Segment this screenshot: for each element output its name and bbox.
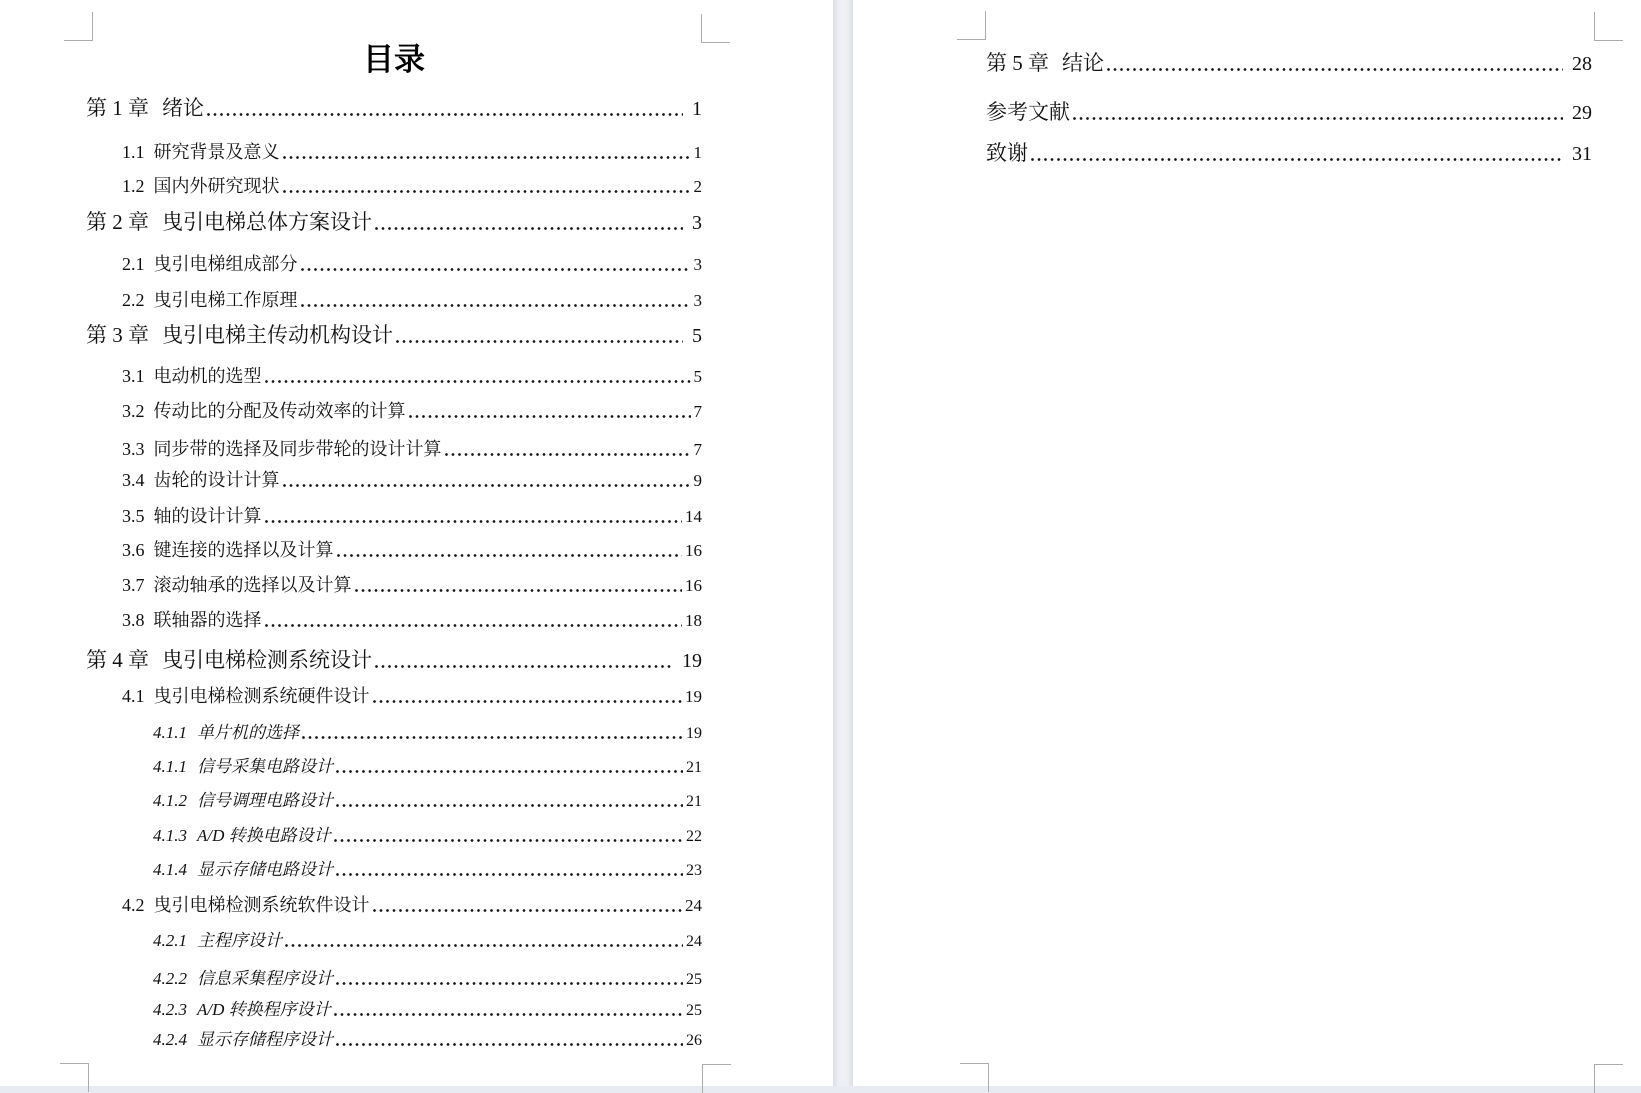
toc-entry-3-6[interactable] bbox=[122, 537, 702, 563]
toc-entry-2-2[interactable] bbox=[122, 287, 702, 313]
entry-number: 4.2.1 bbox=[153, 931, 187, 950]
entry-number: 第 4 章 bbox=[86, 648, 149, 672]
entry-page-number: 2 bbox=[693, 177, 702, 196]
toc-entry-4-1-3[interactable] bbox=[153, 823, 702, 848]
entry-page-number: 19 bbox=[685, 687, 702, 706]
toc-entry-3-2[interactable] bbox=[122, 398, 702, 424]
toc-entry-4-2[interactable] bbox=[122, 892, 702, 918]
toc-entry-references[interactable] bbox=[986, 97, 1592, 127]
crop-mark-bottom-left-icon bbox=[60, 1063, 89, 1092]
entry-title: 国内外研究现状 bbox=[153, 176, 280, 196]
dot-leader bbox=[374, 207, 684, 237]
entry-page-number: 1 bbox=[692, 98, 702, 120]
toc-entry-4-1[interactable] bbox=[122, 683, 702, 709]
entry-number: 3.1 bbox=[122, 366, 145, 386]
entry-page-number: 16 bbox=[685, 576, 702, 595]
entry-number: 第 5 章 bbox=[986, 51, 1049, 75]
entry-number: 3.6 bbox=[122, 540, 145, 560]
entry-page-number: 14 bbox=[685, 507, 702, 526]
toc-entry-chapter-1[interactable] bbox=[86, 93, 702, 123]
entry-title: 同步带的选择及同步带轮的设计计算 bbox=[153, 439, 442, 459]
dot-leader bbox=[335, 754, 684, 779]
crop-mark-bottom-left-icon bbox=[960, 1063, 989, 1092]
crop-mark-top-left-icon bbox=[957, 11, 986, 40]
dot-leader bbox=[282, 173, 692, 199]
entry-page-number: 9 bbox=[693, 471, 702, 490]
entry-title: 滚动轴承的选择以及计算 bbox=[153, 575, 352, 595]
entry-page-number: 1 bbox=[693, 143, 702, 162]
dot-leader bbox=[372, 683, 684, 709]
entry-title: 电动机的选型 bbox=[153, 366, 262, 386]
entry-title: 齿轮的设计计算 bbox=[153, 470, 280, 490]
entry-number: 4.1.2 bbox=[153, 791, 187, 810]
entry-number: 4.2.2 bbox=[153, 969, 187, 988]
entry-number: 2.2 bbox=[122, 290, 145, 310]
entry-page-number: 22 bbox=[686, 828, 702, 845]
entry-title: 主程序设计 bbox=[197, 931, 282, 950]
entry-title: A/D 转换程序设计 bbox=[197, 1000, 331, 1019]
entry-page-number: 16 bbox=[685, 541, 702, 560]
entry-page-number: 24 bbox=[686, 933, 702, 950]
page-right bbox=[853, 0, 1641, 1086]
toc-entry-1-2[interactable] bbox=[122, 173, 702, 199]
entry-title: 曳引电梯总体方案设计 bbox=[162, 210, 372, 234]
dot-leader bbox=[300, 287, 692, 313]
entry-page-number: 19 bbox=[682, 650, 702, 672]
toc-entry-chapter-2[interactable] bbox=[86, 207, 702, 237]
entry-title: 曳引电梯检测系统软件设计 bbox=[153, 895, 370, 915]
entry-page-number: 3 bbox=[693, 255, 702, 274]
dot-leader bbox=[284, 928, 684, 953]
entry-title: 曳引电梯检测系统硬件设计 bbox=[153, 686, 370, 706]
entry-title: 曳引电梯组成部分 bbox=[153, 254, 298, 274]
toc-entry-4-1-2[interactable] bbox=[153, 788, 702, 813]
entry-title: 轴的设计计算 bbox=[153, 506, 262, 526]
entry-title: 致谢 bbox=[986, 141, 1028, 165]
dot-leader bbox=[282, 467, 692, 493]
entry-page-number: 21 bbox=[686, 793, 702, 810]
dot-leader bbox=[264, 607, 684, 633]
dot-leader bbox=[1030, 138, 1564, 168]
dot-leader bbox=[335, 1027, 684, 1052]
entry-title: 信息采集程序设计 bbox=[197, 969, 333, 988]
entry-title: 信号调理电路设计 bbox=[197, 791, 333, 810]
entry-page-number: 7 bbox=[693, 440, 702, 459]
entry-number: 4.2.3 bbox=[153, 1000, 187, 1019]
crop-mark-bottom-right-icon bbox=[702, 1064, 731, 1093]
entry-number: 3.8 bbox=[122, 610, 145, 630]
entry-page-number: 29 bbox=[1572, 102, 1592, 124]
toc-entry-3-3[interactable] bbox=[122, 436, 702, 462]
entry-title: 曳引电梯工作原理 bbox=[153, 290, 298, 310]
entry-number: 4.1.1 bbox=[153, 757, 187, 776]
dot-leader bbox=[282, 139, 692, 165]
entry-number: 3.5 bbox=[122, 506, 145, 526]
toc-entry-chapter-3[interactable] bbox=[86, 320, 702, 350]
entry-number: 1.1 bbox=[122, 142, 145, 162]
toc-entry-3-8[interactable] bbox=[122, 607, 702, 633]
toc-entry-3-1[interactable] bbox=[122, 363, 702, 389]
entry-number: 第 1 章 bbox=[86, 96, 149, 120]
page-gap bbox=[833, 0, 853, 1086]
entry-number: 3.2 bbox=[122, 401, 145, 421]
entry-page-number: 3 bbox=[692, 212, 702, 234]
entry-page-number: 5 bbox=[692, 325, 702, 347]
entry-title: 研究背景及意义 bbox=[153, 142, 280, 162]
dot-leader bbox=[300, 251, 692, 277]
entry-title: 显示存储程序设计 bbox=[197, 1030, 333, 1049]
dot-leader bbox=[333, 823, 684, 848]
toc-entry-4-1-1b[interactable] bbox=[153, 754, 702, 779]
dot-leader bbox=[395, 320, 684, 350]
entry-number: 4.2.4 bbox=[153, 1030, 187, 1049]
toc-entry-4-2-2[interactable] bbox=[153, 966, 702, 991]
entry-page-number: 25 bbox=[686, 971, 702, 988]
crop-mark-top-right-icon bbox=[701, 14, 730, 43]
entry-number: 1.2 bbox=[122, 176, 145, 196]
entry-number: 3.4 bbox=[122, 470, 145, 490]
toc-entry-4-1-4[interactable] bbox=[153, 857, 702, 882]
entry-title: 曳引电梯主传动机构设计 bbox=[162, 323, 393, 347]
toc-entry-3-5[interactable] bbox=[122, 503, 702, 529]
dot-leader bbox=[1106, 48, 1564, 78]
dot-leader bbox=[354, 572, 684, 598]
crop-mark-bottom-right-icon bbox=[1594, 1064, 1623, 1093]
dot-leader bbox=[333, 997, 684, 1022]
dot-leader bbox=[301, 720, 684, 745]
entry-page-number: 19 bbox=[686, 725, 702, 742]
dot-leader bbox=[1072, 97, 1564, 127]
dot-leader bbox=[335, 857, 684, 882]
dot-leader bbox=[264, 503, 684, 529]
dot-leader bbox=[372, 892, 684, 918]
entry-number: 3.3 bbox=[122, 439, 145, 459]
entry-page-number: 25 bbox=[686, 1002, 702, 1019]
entry-page-number: 3 bbox=[693, 291, 702, 310]
entry-number: 4.2 bbox=[122, 895, 145, 915]
entry-page-number: 28 bbox=[1572, 53, 1592, 75]
entry-number: 2.1 bbox=[122, 254, 145, 274]
entry-page-number: 31 bbox=[1572, 143, 1592, 165]
toc-entry-4-2-1[interactable] bbox=[153, 928, 702, 953]
toc-entry-1-1[interactable] bbox=[122, 139, 702, 165]
toc-entry-4-2-4[interactable] bbox=[153, 1027, 702, 1052]
toc-entry-3-4[interactable] bbox=[122, 467, 702, 493]
dot-leader bbox=[374, 645, 674, 675]
entry-number: 第 2 章 bbox=[86, 210, 149, 234]
entry-number: 4.1.1 bbox=[153, 723, 187, 742]
entry-title: 结论 bbox=[1062, 51, 1104, 75]
entry-title: A/D 转换电路设计 bbox=[197, 826, 331, 845]
toc-entry-4-2-3[interactable] bbox=[153, 997, 702, 1022]
toc-entry-3-7[interactable] bbox=[122, 572, 702, 598]
dot-leader bbox=[335, 788, 684, 813]
dot-leader bbox=[408, 398, 692, 424]
toc-entry-2-1[interactable] bbox=[122, 251, 702, 277]
entry-page-number: 7 bbox=[693, 402, 702, 421]
entry-title: 单片机的选择 bbox=[197, 723, 299, 742]
dot-leader bbox=[264, 363, 692, 389]
entry-number: 第 3 章 bbox=[86, 323, 149, 347]
toc-title: 目录 bbox=[363, 42, 425, 78]
entry-title: 信号采集电路设计 bbox=[197, 757, 333, 776]
dot-leader bbox=[335, 966, 684, 991]
dot-leader bbox=[206, 93, 684, 123]
entry-title: 绪论 bbox=[162, 96, 204, 120]
entry-page-number: 26 bbox=[686, 1032, 702, 1049]
entry-title: 键连接的选择以及计算 bbox=[153, 540, 334, 560]
entry-number: 4.1.4 bbox=[153, 860, 187, 879]
entry-page-number: 18 bbox=[685, 611, 702, 630]
entry-page-number: 21 bbox=[686, 759, 702, 776]
toc-entry-chapter-5[interactable] bbox=[986, 48, 1592, 78]
entry-title: 联轴器的选择 bbox=[153, 610, 262, 630]
dot-leader bbox=[444, 436, 692, 462]
entry-title: 传动比的分配及传动效率的计算 bbox=[153, 401, 406, 421]
toc-entry-4-1-1[interactable] bbox=[153, 720, 702, 745]
crop-mark-top-left-icon bbox=[64, 12, 93, 41]
entry-title: 曳引电梯检测系统设计 bbox=[162, 648, 372, 672]
entry-number: 4.1 bbox=[122, 686, 145, 706]
entry-number: 4.1.3 bbox=[153, 826, 187, 845]
entry-page-number: 23 bbox=[686, 862, 702, 879]
entry-number: 3.7 bbox=[122, 575, 145, 595]
toc-entry-acknowledgements[interactable] bbox=[986, 138, 1592, 168]
entry-page-number: 5 bbox=[693, 367, 702, 386]
dot-leader bbox=[336, 537, 684, 563]
entry-page-number: 24 bbox=[685, 896, 702, 915]
crop-mark-top-right-icon bbox=[1594, 12, 1623, 41]
toc-entry-chapter-4[interactable] bbox=[86, 645, 702, 675]
entry-title: 参考文献 bbox=[986, 100, 1070, 124]
entry-title: 显示存储电路设计 bbox=[197, 860, 333, 879]
